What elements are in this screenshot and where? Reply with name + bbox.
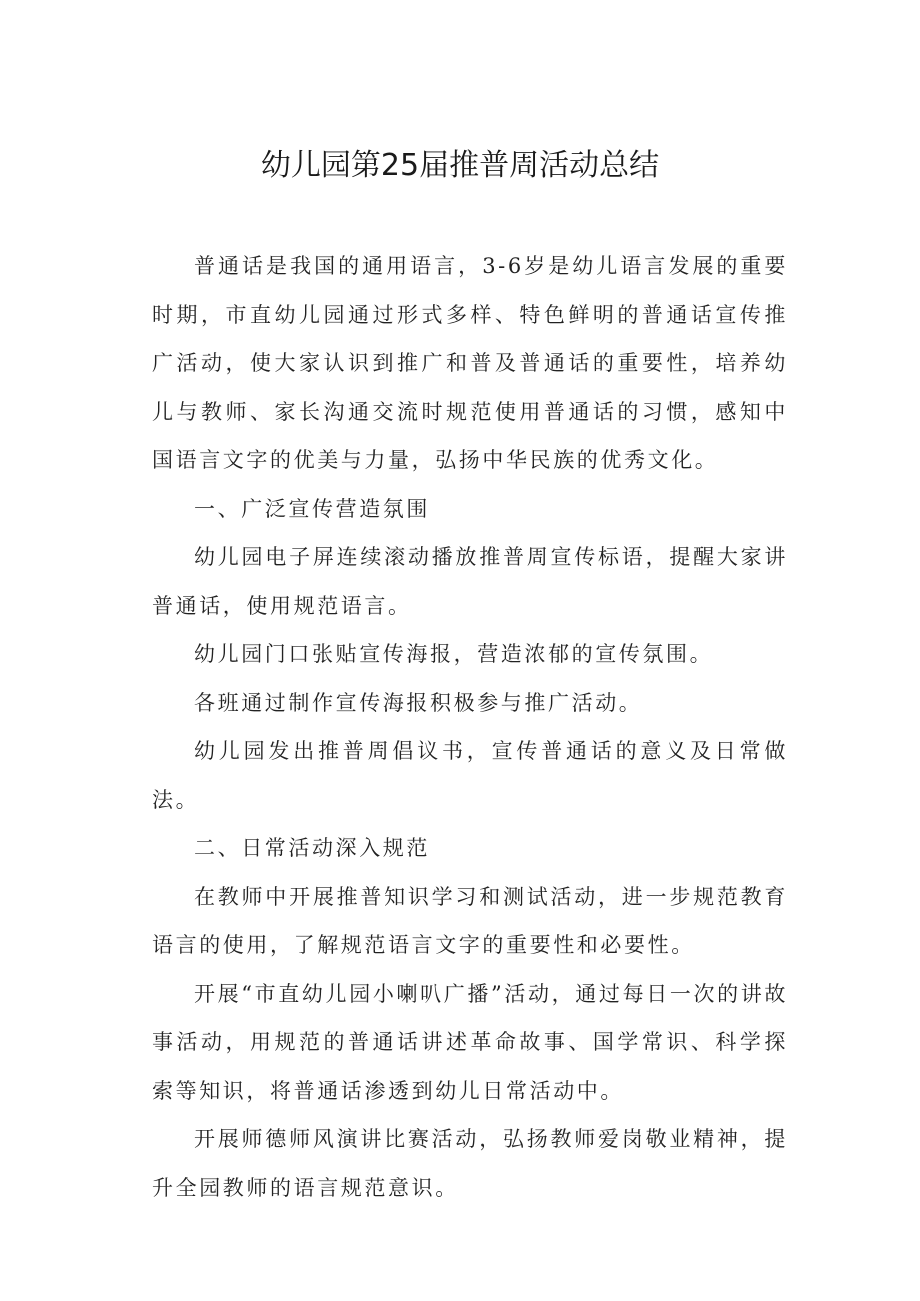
paragraph: 幼儿园发出推普周倡议书，宣传普通话的意义及日常做法。 bbox=[152, 739, 788, 812]
document-body bbox=[152, 242, 788, 1212]
paragraph: 在教师中开展推普知识学习和测试活动，进一步规范教育语言的使用，了解规范语言文字的重要性和必要性。 bbox=[152, 884, 788, 957]
paragraph-intro: 普通话是我国的通用语言，3-6岁是幼儿语言发展的重要时期，市直幼儿园通过形式多样、特色鲜明的普通话宣传推广活动，使大家认识到推广和普及普通话的重要性，培养幼儿与教师、家长沟通交流时规范使用普通话的习惯，感知中国语言文字的优美与力量，弘扬中华民族的优秀文化。 bbox=[152, 254, 788, 472]
paragraph: 幼儿园电子屏连续滚动播放推普周宣传标语，提醒大家讲普通话，使用规范语言。 bbox=[152, 545, 788, 618]
paragraph: 开展“市直幼儿园小喇叭广播”活动，通过每日一次的讲故事活动，用规范的普通话讲述革命故事、国学常识、科学探索等知识，将普通话渗透到幼儿日常活动中。 bbox=[152, 981, 788, 1103]
document-title: 幼儿园第25届推普周活动总结 bbox=[260, 148, 660, 183]
paragraph: 各班通过制作宣传海报积极参与推广活动。 bbox=[194, 690, 643, 715]
paragraph: 开展师德师风演讲比赛活动，弘扬教师爱岗敬业精神，提升全园教师的语言规范意识。 bbox=[152, 1127, 788, 1200]
section-heading-2: 二、日常活动深入规范 bbox=[194, 836, 430, 860]
paragraph: 幼儿园门口张贴宣传海报，营造浓郁的宣传氛围。 bbox=[194, 642, 714, 666]
section-heading-1: 一、广泛宣传营造氛围 bbox=[194, 496, 430, 521]
